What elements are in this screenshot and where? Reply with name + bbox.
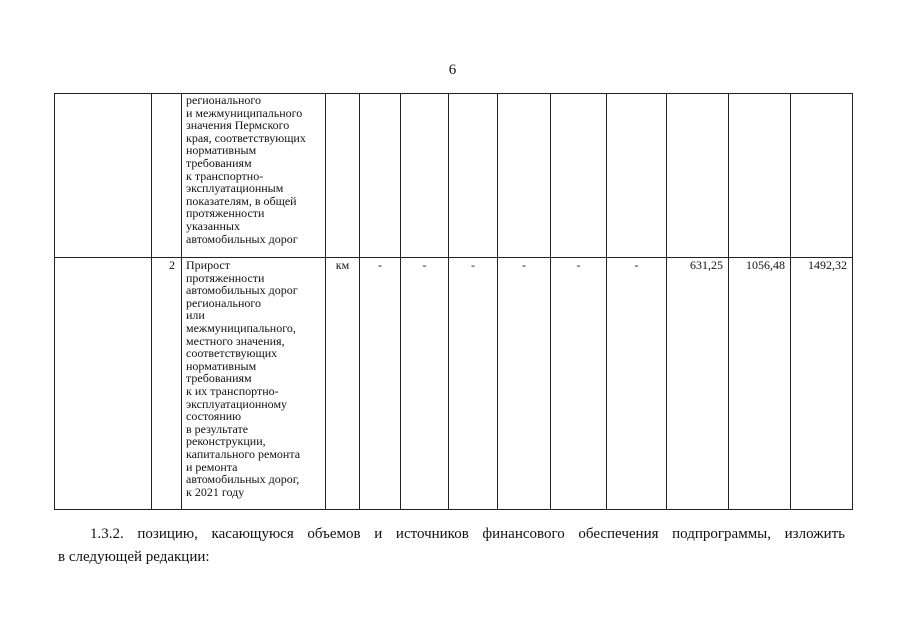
table-cell — [729, 94, 791, 258]
indicator-description-continued: регионального и межмуниципального значения Пермского края, соответствующих нормативным требованиям к транспортно- эксплуатационным показателям, в общей протяженности указанных автомобильных дорог — [182, 94, 326, 258]
table-row-continued — [55, 94, 853, 258]
table-cell — [55, 258, 152, 510]
row-number: 2 — [152, 258, 182, 510]
table-cell — [360, 94, 401, 258]
body-paragraph — [58, 523, 845, 569]
table-cell — [401, 94, 449, 258]
indicators-table — [54, 93, 853, 510]
table-cell — [551, 94, 607, 258]
table-cell — [498, 94, 551, 258]
table-cell — [152, 94, 182, 258]
value-cell: - — [498, 258, 551, 510]
value-cell: - — [360, 258, 401, 510]
value-cell: - — [551, 258, 607, 510]
paragraph-line-1: 1.3.2. позицию, касающуюся объемов и источников финансового обеспечения подпрограммы, изложить — [90, 526, 845, 542]
table-cell — [667, 94, 729, 258]
table-cell — [791, 94, 853, 258]
value-cell: - — [401, 258, 449, 510]
value-cell: 1056,48 — [729, 258, 791, 510]
table-cell — [55, 94, 152, 258]
paragraph-line-2: в следующей редакции: — [58, 549, 210, 565]
table-cell — [607, 94, 667, 258]
value-cell: 1492,32 — [791, 258, 853, 510]
value-cell: - — [449, 258, 498, 510]
page-number: 6 — [448, 62, 457, 78]
indicator-description: Прирост протяженности автомобильных дорог регионального или межмуниципального, местного значения, соответствующих нормативным требованиям к их транспортно- эксплуатационному состоянию в результате реконструкции, капитального ремонта и ремонта автомобильных дорог, к 2021 году — [182, 258, 326, 510]
table-row-2 — [55, 258, 853, 510]
value-cell: 631,25 — [667, 258, 729, 510]
value-cell: - — [607, 258, 667, 510]
table-cell — [449, 94, 498, 258]
table-cell — [326, 94, 360, 258]
unit-cell: км — [326, 258, 360, 510]
